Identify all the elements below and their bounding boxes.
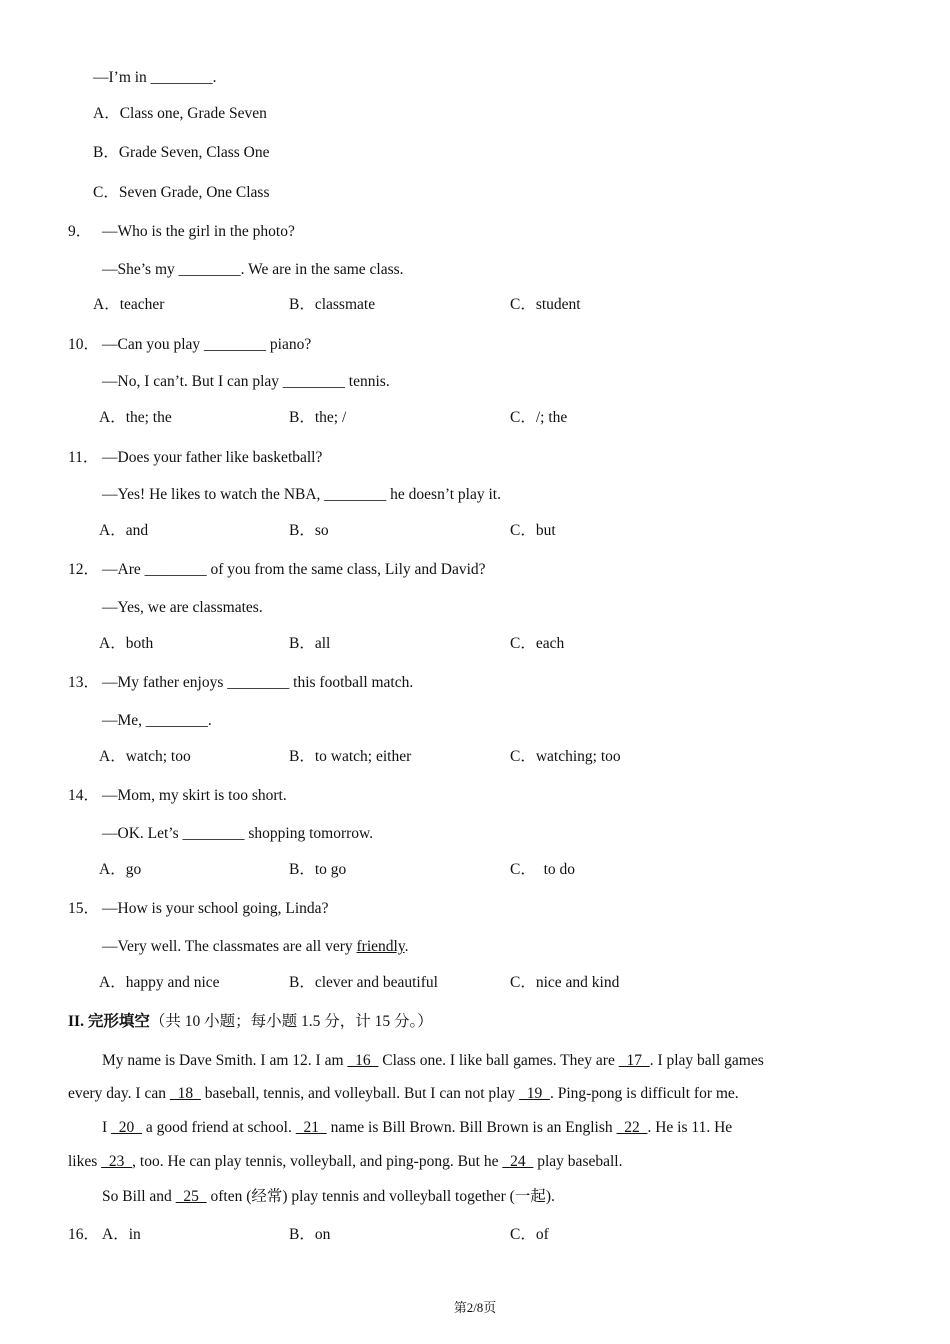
passage-text: play baseball. (533, 1153, 623, 1170)
q11-option-a: A．and (99, 522, 149, 539)
passage-text: . He is 11. He (647, 1119, 733, 1136)
blank-22: 22 (616, 1119, 648, 1136)
q9-option-b: B．classmate (289, 296, 376, 313)
q11-option-b: B．so (289, 522, 329, 539)
q15-line1: —How is your school going, Linda? (102, 900, 329, 917)
q10-option-a: A．the; the (99, 409, 172, 426)
passage-text: My name is Dave Smith. I am 12. I am (102, 1052, 348, 1069)
q11-line1: —Does your father like basketball? (102, 449, 323, 466)
blank-24: 24 (502, 1153, 534, 1170)
passage-line-1 (102, 1051, 764, 1071)
q13-option-b: B．to watch; either (289, 748, 412, 765)
q13-option-c: C．watching; too (510, 748, 621, 765)
q9-option-a: A．teacher (93, 296, 165, 313)
section-heading (68, 1012, 433, 1032)
q14-option-c: C． to do (510, 861, 576, 878)
passage-text: , too. He can play tennis, volleyball, and ping-pong. But he (132, 1153, 503, 1170)
q9-line1: —Who is the girl in the photo? (102, 223, 295, 240)
q12-number: 12． (68, 561, 100, 578)
passage-text: . I play ball games (649, 1052, 764, 1069)
q10-line1: —Can you play ________ piano? (102, 336, 312, 353)
q8-answer-line: —I’m in ________. (93, 69, 217, 86)
q12-option-c: C．each (510, 635, 565, 652)
q14-line2: —OK. Let’s ________ shopping tomorrow. (102, 825, 374, 842)
q12-line2: —Yes, we are classmates. (102, 599, 263, 616)
q10-number: 10． (68, 336, 100, 353)
blank-20: 20 (111, 1119, 143, 1136)
q11-option-c: C．but (510, 522, 556, 539)
q12-option-a: A．both (99, 635, 154, 652)
blank-17: 17 (618, 1052, 650, 1069)
blank-25: 25 (175, 1188, 207, 1205)
passage-text: name is Bill Brown. Bill Brown is an English (326, 1119, 617, 1136)
q15-line2 (102, 937, 408, 957)
q14-option-b: B．to go (289, 861, 347, 878)
q16-option-a: A．in (102, 1226, 141, 1243)
q9-line2: —She’s my ________. We are in the same class. (102, 261, 404, 278)
q14-number: 14． (68, 787, 100, 804)
q13-option-a: A．watch; too (99, 748, 191, 765)
q10-option-b: B．the; / (289, 409, 347, 426)
q10-line2: —No, I can’t. But I can play ________ tennis. (102, 373, 390, 390)
passage-text: often (经常) play tennis and volleyball together (一起). (206, 1188, 555, 1205)
q15-underlined-word: friendly (356, 938, 405, 955)
q13-line2: —Me, ________. (102, 712, 212, 729)
q14-option-a: A．go (99, 861, 142, 878)
section-title: 完形填空 (87, 1013, 150, 1030)
q15-option-c: C．nice and kind (510, 974, 620, 991)
q13-line1: —My father enjoys ________ this football match. (102, 674, 414, 691)
passage-line-5 (102, 1187, 555, 1207)
passage-text: Class one. I like ball games. They are (378, 1052, 619, 1069)
q16-option-c: C．of (510, 1226, 549, 1243)
blank-18: 18 (169, 1085, 201, 1102)
passage-line-2 (68, 1084, 739, 1104)
passage-text: every day. I can (68, 1085, 170, 1102)
q15-option-a: A．happy and nice (99, 974, 220, 991)
passage-text: likes (68, 1153, 102, 1170)
blank-19: 19 (518, 1085, 550, 1102)
q15-line2-text: —Very well. The classmates are all very (102, 938, 357, 955)
q16-option-b: B．on (289, 1226, 331, 1243)
blank-21: 21 (295, 1119, 327, 1136)
section-description: （共 10 小题；每小题 1.5 分，计 15 分。） (149, 1013, 433, 1030)
q16-number: 16． (68, 1226, 100, 1243)
passage-text: So Bill and (102, 1188, 176, 1205)
passage-line-3 (102, 1118, 732, 1138)
q8-option-c: C．Seven Grade, One Class (93, 184, 270, 201)
q8-option-b: B．Grade Seven, Class One (93, 144, 270, 161)
page-number: 第2/8页 (453, 1300, 497, 1315)
section-label: II. (68, 1013, 84, 1030)
passage-line-4 (68, 1152, 622, 1172)
q12-option-b: B．all (289, 635, 331, 652)
q8-option-a: A．Class one, Grade Seven (93, 105, 267, 122)
passage-text: baseball, tennis, and volleyball. But I can not play (200, 1085, 519, 1102)
q9-number: 9． (68, 223, 92, 240)
q10-option-c: C．/; the (510, 409, 568, 426)
q9-option-c: C．student (510, 296, 581, 313)
q15-line2-end: . (404, 938, 409, 955)
passage-text: I (102, 1119, 112, 1136)
q12-line1: —Are ________ of you from the same class, Lily and David? (102, 561, 486, 578)
q11-line2: —Yes! He likes to watch the NBA, ________ he doesn’t play it. (102, 486, 501, 503)
q15-number: 15． (68, 900, 100, 917)
q13-number: 13． (68, 674, 100, 691)
passage-text: a good friend at school. (142, 1119, 296, 1136)
blank-23: 23 (101, 1153, 133, 1170)
q14-line1: —Mom, my skirt is too short. (102, 787, 287, 804)
q15-option-b: B．clever and beautiful (289, 974, 438, 991)
q11-number: 11． (68, 449, 99, 466)
blank-16: 16 (347, 1052, 379, 1069)
passage-text: . Ping-pong is difficult for me. (549, 1085, 739, 1102)
